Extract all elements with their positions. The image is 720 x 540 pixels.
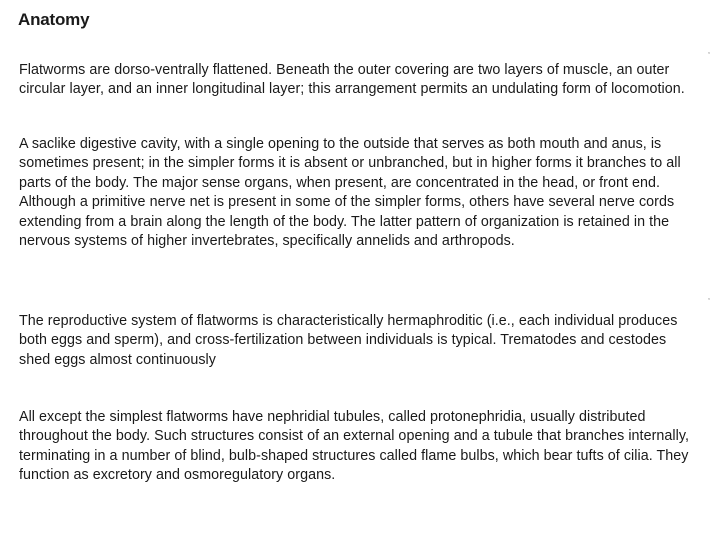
margin-mark: , [708,48,710,55]
paragraph-excretory: All except the simplest flatworms have nephridial tubules, called protonephridia, usually distributed throughout the body. Such structures consist of an external opening and a tubule that branches internally, terminating in a number of blind, bulb-shaped structures called flame bulbs, which bear tufts of cilia. They function as excretory and osmoregulatory organs. [19,409,689,484]
paragraph-digestive-nervous: A saclike digestive cavity, with a single opening to the outside that serves as both mouth and anus, is sometimes present; in the simpler forms it is absent or unbranched, but in higher forms it branches to all parts of the body. The major sense organs, when present, are concentrated in the head, or front end. Although a primitive nerve net is present in some of the simpler forms, others have several nerve cords extending from a brain along the length of the body. The latter pattern of organization is retained in the nervous systems of higher invertebrates, specifically annelids and arthropods. [19,136,681,250]
page-title: Anatomy [18,10,90,29]
paragraph-locomotion: Flatworms are dorso-ventrally flattened. Beneath the outer covering are two layers of muscle, an outer circular layer, and an inner longitudinal layer; this arrangement permits an undulating form of locomotion. [19,62,685,98]
margin-mark: , [708,294,710,301]
paragraph-reproductive: The reproductive system of flatworms is characteristically hermaphroditic (i.e., each individual produces both eggs and sperm), and cross-fertilization between individuals is typical. Trematodes and cestodes shed eggs almost continuously [19,313,678,368]
